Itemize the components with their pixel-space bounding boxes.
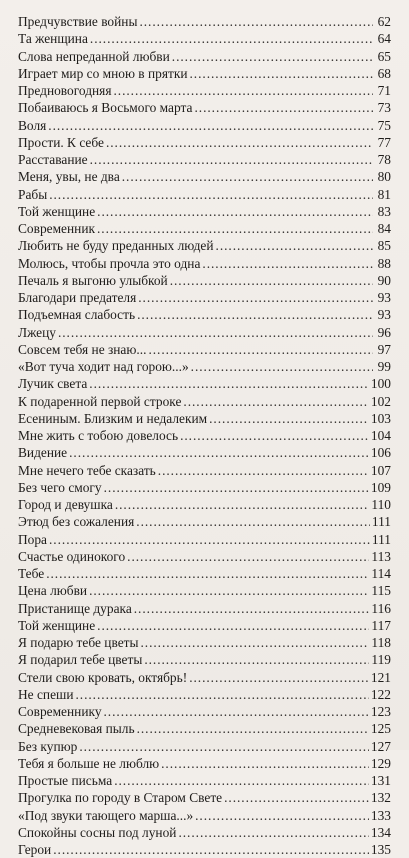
toc-entry-page-number: 65 bbox=[377, 48, 391, 64]
toc-entry bbox=[18, 358, 391, 375]
toc-entry bbox=[18, 255, 391, 272]
toc-entry bbox=[18, 686, 391, 703]
dot-leader bbox=[76, 686, 369, 703]
toc-entry-title: Я подарил тебе цветы bbox=[18, 652, 143, 668]
toc-entry-title: Я подарю тебе цветы bbox=[18, 635, 139, 650]
toc-entry-page-number: 111 bbox=[371, 531, 391, 547]
dot-leader bbox=[194, 99, 373, 116]
toc-entry bbox=[18, 289, 391, 306]
table-of-contents bbox=[18, 13, 391, 858]
toc-entry-page-number: 90 bbox=[377, 272, 391, 288]
toc-entry-title: Печаль я выгоню улыбкой bbox=[18, 272, 168, 288]
toc-entry-page-number: 114 bbox=[371, 566, 391, 581]
toc-entry bbox=[18, 531, 391, 548]
toc-entry-page-number: 96 bbox=[377, 324, 391, 340]
toc-entry-title: Простые письма bbox=[18, 773, 113, 788]
toc-entry-page-number: 134 bbox=[370, 824, 391, 840]
toc-entry-page-number: 133 bbox=[370, 807, 391, 823]
toc-entry bbox=[18, 772, 391, 789]
toc-entry bbox=[18, 220, 391, 237]
toc-entry-title: Прости. К себе bbox=[18, 134, 104, 150]
toc-entry bbox=[18, 513, 391, 530]
dot-leader bbox=[48, 117, 373, 134]
toc-entry bbox=[18, 669, 391, 686]
toc-entry-title: Не спеши bbox=[18, 686, 74, 702]
toc-entry bbox=[18, 634, 391, 651]
dot-leader bbox=[209, 410, 369, 427]
toc-entry-page-number: 100 bbox=[370, 376, 391, 392]
dot-leader bbox=[144, 651, 369, 668]
dot-leader bbox=[158, 462, 369, 479]
toc-entry bbox=[18, 30, 391, 47]
dot-leader bbox=[97, 203, 373, 220]
toc-entry-page-number: 115 bbox=[371, 583, 391, 599]
dot-leader bbox=[97, 220, 373, 237]
toc-entry-title: Современнику bbox=[18, 704, 102, 719]
toc-entry-title: Современник bbox=[18, 221, 96, 236]
dot-leader bbox=[137, 306, 373, 323]
toc-entry-page-number: 106 bbox=[370, 445, 391, 461]
toc-entry-page-number: 93 bbox=[377, 290, 391, 305]
toc-entry bbox=[18, 755, 391, 772]
dot-leader bbox=[202, 255, 373, 272]
toc-entry-page-number: 75 bbox=[377, 117, 391, 133]
dot-leader bbox=[134, 600, 370, 617]
dot-leader bbox=[172, 48, 373, 65]
toc-entry-title: Мне нечего тебе сказать bbox=[18, 462, 156, 478]
toc-entry-page-number: 110 bbox=[371, 497, 391, 512]
toc-entry bbox=[18, 237, 391, 254]
toc-entry-page-number: 119 bbox=[371, 652, 391, 668]
toc-entry-page-number: 88 bbox=[377, 255, 391, 271]
toc-entry-page-number: 125 bbox=[370, 721, 391, 737]
toc-entry bbox=[18, 393, 391, 410]
toc-entry bbox=[18, 117, 391, 134]
dot-leader bbox=[191, 358, 373, 375]
dot-leader bbox=[148, 341, 373, 358]
dot-leader bbox=[139, 13, 373, 30]
toc-entry-title: Подъемная слабость bbox=[18, 307, 136, 323]
toc-entry-page-number: 62 bbox=[377, 14, 391, 29]
dot-leader bbox=[138, 289, 373, 306]
toc-entry bbox=[18, 444, 391, 461]
toc-entry-page-number: 93 bbox=[377, 307, 391, 323]
toc-entry-title: Предновогодняя bbox=[18, 83, 112, 98]
dot-leader bbox=[170, 272, 373, 289]
dot-leader bbox=[58, 324, 373, 341]
toc-entry-title: Побаиваюсь я Восьмого марта bbox=[18, 100, 193, 116]
dot-leader bbox=[69, 444, 369, 461]
toc-entry-title: Пора bbox=[18, 531, 48, 547]
toc-entry bbox=[18, 65, 391, 82]
toc-entry-page-number: 103 bbox=[370, 410, 391, 426]
dot-leader bbox=[89, 582, 369, 599]
toc-entry-page-number: 107 bbox=[370, 462, 391, 478]
toc-entry-title: Стели свою кровать, октябрь! bbox=[18, 669, 188, 685]
dot-leader bbox=[90, 151, 373, 168]
toc-entry-title: Воля bbox=[18, 117, 47, 133]
dot-leader bbox=[178, 824, 368, 841]
toc-entry bbox=[18, 168, 391, 185]
toc-entry-title: Совсем тебя не знаю... bbox=[18, 341, 147, 357]
toc-entry-page-number: 73 bbox=[377, 100, 391, 116]
toc-entry-title: Мне жить с тобою довелось bbox=[18, 428, 179, 443]
toc-entry bbox=[18, 651, 391, 668]
toc-entry-page-number: 129 bbox=[370, 755, 391, 771]
dot-leader bbox=[49, 186, 373, 203]
toc-entry-page-number: 121 bbox=[370, 669, 391, 685]
toc-entry-page-number: 109 bbox=[370, 479, 391, 495]
toc-entry bbox=[18, 272, 391, 289]
dot-leader bbox=[79, 738, 369, 755]
toc-entry-title: К подаренной первой строке bbox=[18, 393, 182, 409]
toc-entry bbox=[18, 341, 391, 358]
toc-entry-page-number: 80 bbox=[377, 169, 391, 185]
toc-entry-title: Расставание bbox=[18, 152, 88, 167]
toc-entry-page-number: 71 bbox=[377, 83, 391, 98]
toc-entry bbox=[18, 824, 391, 841]
toc-entry-title: Спокойны сосны под луной bbox=[18, 824, 177, 840]
toc-entry bbox=[18, 427, 391, 444]
toc-entry-page-number: 118 bbox=[371, 635, 391, 650]
toc-entry-title: Без купюр bbox=[18, 738, 78, 754]
dot-leader bbox=[137, 720, 369, 737]
dot-leader bbox=[106, 134, 373, 151]
toc-entry bbox=[18, 617, 391, 634]
toc-entry-page-number: 99 bbox=[377, 359, 391, 374]
toc-entry-title: Без чего смогу bbox=[18, 479, 102, 495]
toc-entry-page-number: 135 bbox=[370, 842, 391, 857]
toc-entry-title: Цена любви bbox=[18, 583, 88, 599]
dot-leader bbox=[115, 496, 370, 513]
toc-entry-page-number: 78 bbox=[377, 152, 391, 167]
toc-entry bbox=[18, 13, 391, 30]
toc-entry-title: Есениным. Близким и недалеким bbox=[18, 410, 208, 426]
toc-entry-title: Той женщине bbox=[18, 617, 96, 633]
toc-entry-title: Лжецу bbox=[18, 324, 56, 340]
toc-entry-page-number: 132 bbox=[370, 790, 391, 806]
toc-entry-page-number: 84 bbox=[377, 221, 391, 236]
dot-leader bbox=[104, 479, 369, 496]
toc-entry-title: Тебя я больше не люблю bbox=[18, 755, 160, 771]
toc-entry-title: Рабы bbox=[18, 186, 48, 202]
toc-entry-page-number: 68 bbox=[377, 65, 391, 81]
toc-entry bbox=[18, 565, 391, 582]
toc-entry-page-number: 111 bbox=[371, 514, 391, 530]
dot-leader bbox=[90, 30, 373, 47]
dot-leader bbox=[183, 393, 369, 410]
toc-entry bbox=[18, 410, 391, 427]
toc-entry-title: Лучик света bbox=[18, 376, 88, 392]
toc-entry-title: Тебе bbox=[18, 566, 45, 581]
toc-entry bbox=[18, 582, 391, 599]
toc-entry bbox=[18, 203, 391, 220]
toc-entry-title: Играет мир со мною в прятки bbox=[18, 65, 188, 81]
toc-entry bbox=[18, 151, 391, 168]
dot-leader bbox=[53, 841, 369, 858]
dot-leader bbox=[46, 565, 369, 582]
toc-entry-page-number: 116 bbox=[371, 600, 391, 616]
toc-entry-title: Любить не буду преданных людей bbox=[18, 238, 214, 254]
toc-entry-title: Герои bbox=[18, 842, 52, 857]
toc-entry-page-number: 102 bbox=[370, 393, 391, 409]
toc-entry bbox=[18, 82, 391, 99]
toc-entry-page-number: 85 bbox=[377, 238, 391, 254]
toc-entry bbox=[18, 600, 391, 617]
toc-entry bbox=[18, 479, 391, 496]
toc-entry bbox=[18, 703, 391, 720]
toc-entry-title: Прогулка по городу в Старом Свете bbox=[18, 790, 223, 806]
toc-entry-page-number: 97 bbox=[377, 341, 391, 357]
toc-entry-page-number: 123 bbox=[370, 704, 391, 719]
toc-entry-title: Меня, увы, не два bbox=[18, 169, 120, 185]
toc-entry-page-number: 117 bbox=[371, 617, 391, 633]
toc-entry-page-number: 127 bbox=[370, 738, 391, 754]
toc-entry bbox=[18, 375, 391, 392]
dot-leader bbox=[216, 237, 373, 254]
toc-entry-page-number: 131 bbox=[370, 773, 391, 788]
dot-leader bbox=[97, 617, 369, 634]
dot-leader bbox=[114, 82, 374, 99]
toc-entry-title: Этюд без сожаления bbox=[18, 514, 135, 530]
toc-entry-page-number: 104 bbox=[370, 428, 391, 443]
dot-leader bbox=[122, 168, 373, 185]
dot-leader bbox=[89, 375, 369, 392]
toc-entry-title: Молюсь, чтобы прочла это одна bbox=[18, 255, 201, 271]
toc-entry bbox=[18, 324, 391, 341]
toc-entry bbox=[18, 99, 391, 116]
toc-entry-title: «Под звуки тающего марша...» bbox=[18, 807, 194, 823]
toc-entry-page-number: 64 bbox=[377, 31, 391, 47]
dot-leader bbox=[195, 807, 369, 824]
dot-leader bbox=[140, 634, 369, 651]
toc-entry-title: Благодари предателя bbox=[18, 290, 137, 305]
toc-entry-title: Видение bbox=[18, 445, 68, 461]
toc-entry-page-number: 81 bbox=[377, 186, 391, 202]
toc-entry-title: Предчувствие войны bbox=[18, 14, 138, 29]
toc-entry bbox=[18, 841, 391, 858]
dot-leader bbox=[189, 669, 369, 686]
toc-entry bbox=[18, 462, 391, 479]
dot-leader bbox=[136, 513, 370, 530]
dot-leader bbox=[104, 703, 369, 720]
toc-entry bbox=[18, 306, 391, 323]
toc-entry bbox=[18, 186, 391, 203]
toc-entry-page-number: 113 bbox=[371, 548, 391, 564]
toc-entry bbox=[18, 720, 391, 737]
toc-entry bbox=[18, 738, 391, 755]
dot-leader bbox=[127, 548, 369, 565]
toc-entry-title: Пристанище дурака bbox=[18, 600, 132, 616]
toc-entry-title: Той женщине bbox=[18, 203, 96, 219]
toc-entry-title: «Вот туча ходит над горою...» bbox=[18, 359, 189, 374]
dot-leader bbox=[49, 531, 370, 548]
dot-leader bbox=[180, 427, 369, 444]
toc-entry bbox=[18, 134, 391, 151]
toc-entry bbox=[18, 496, 391, 513]
toc-entry bbox=[18, 48, 391, 65]
dot-leader bbox=[161, 755, 369, 772]
toc-entry-title: Та женщина bbox=[18, 31, 88, 47]
toc-entry-title: Слова непреданной любви bbox=[18, 48, 170, 64]
toc-entry-page-number: 83 bbox=[377, 203, 391, 219]
toc-entry-title: Счастье одинокого bbox=[18, 548, 126, 564]
toc-entry-page-number: 122 bbox=[370, 686, 391, 702]
toc-entry-page-number: 77 bbox=[377, 134, 391, 150]
toc-entry bbox=[18, 548, 391, 565]
dot-leader bbox=[224, 789, 369, 806]
dot-leader bbox=[190, 65, 373, 82]
toc-entry bbox=[18, 789, 391, 806]
toc-entry-title: Средневековая пыль bbox=[18, 721, 135, 737]
toc-entry-title: Город и девушка bbox=[18, 497, 113, 512]
dot-leader bbox=[114, 772, 369, 789]
toc-entry bbox=[18, 807, 391, 824]
